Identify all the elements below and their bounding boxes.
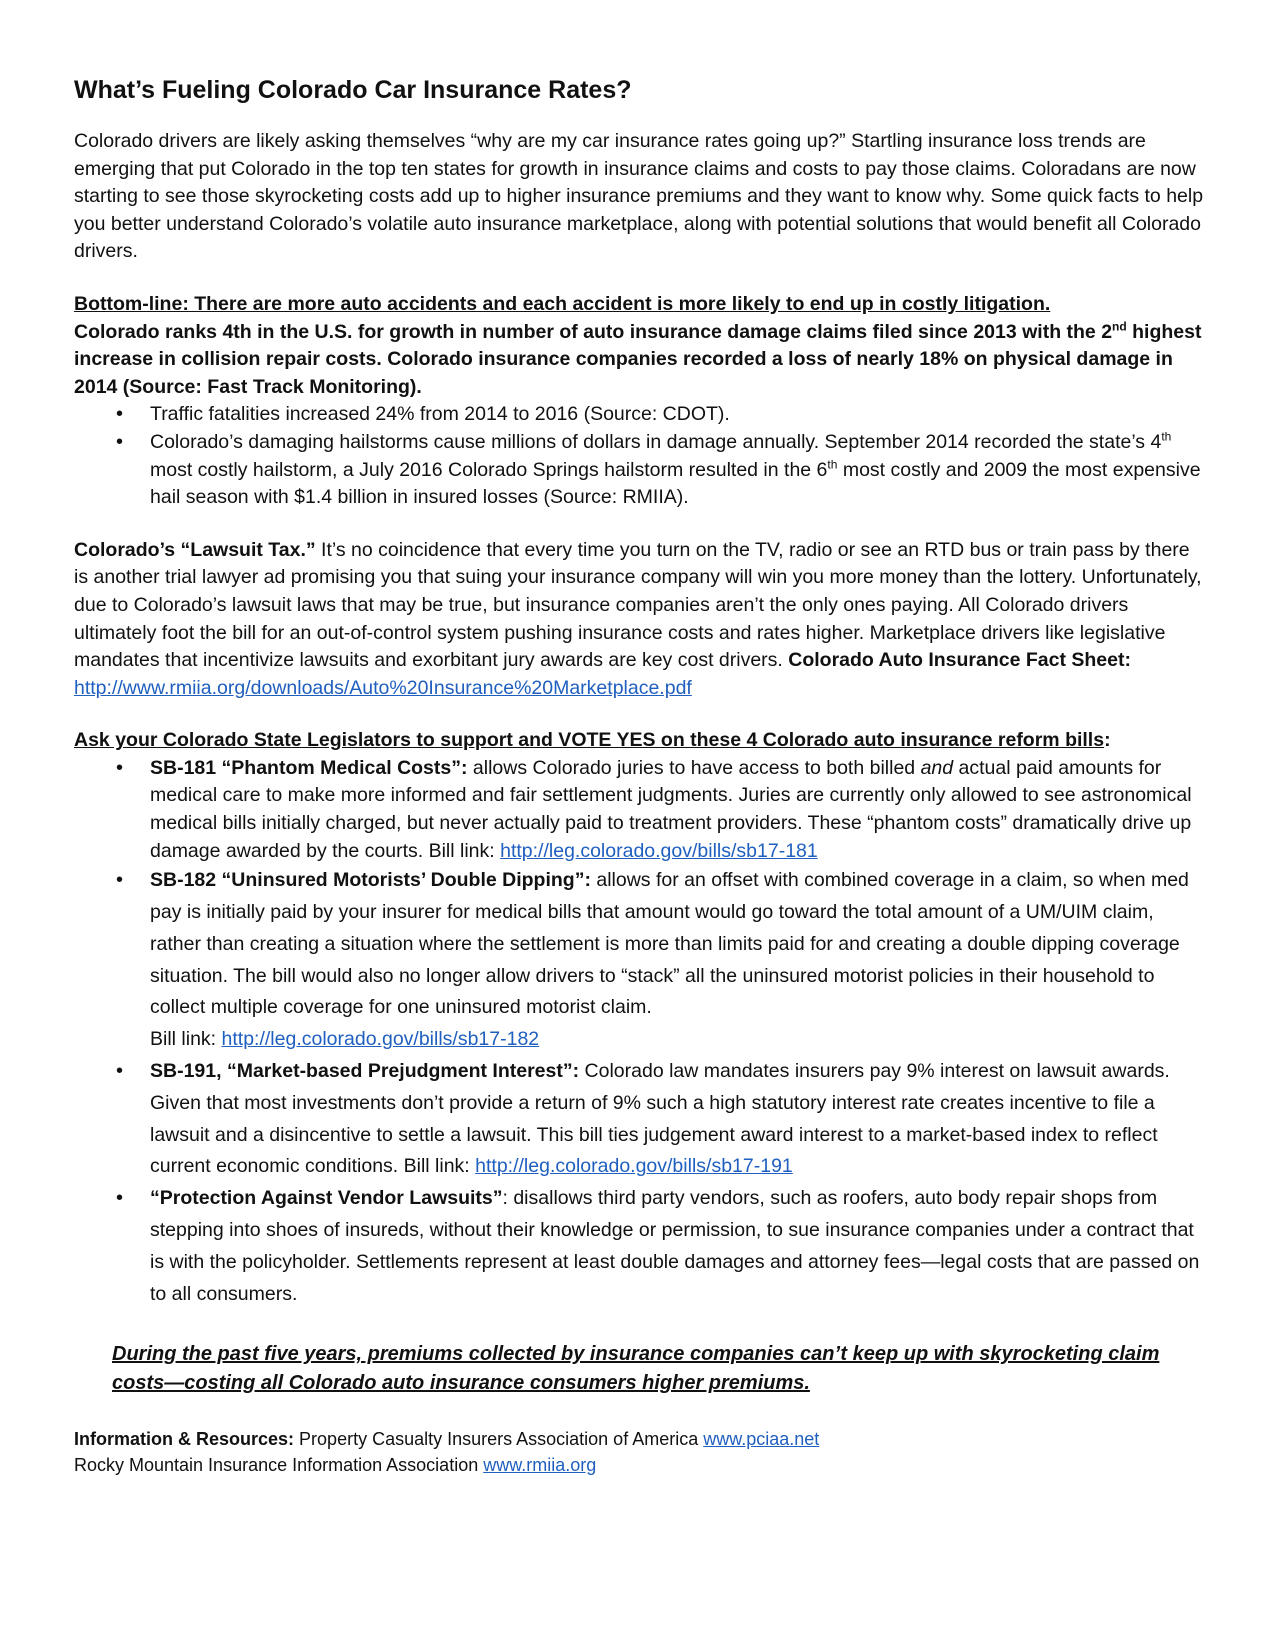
fact-sheet-label: Colorado Auto Insurance Fact Sheet: <box>788 649 1131 672</box>
bullet-icon: • <box>116 869 124 892</box>
bill-title: SB-181 “Phantom Medical Costs”: <box>150 756 468 779</box>
bill-title: SB-182 “Uninsured Motorists’ Double Dipping”: <box>150 869 591 892</box>
bills-list-continued <box>74 865 1204 1310</box>
bullet-icon: • <box>116 403 124 426</box>
ordinal-sup: th <box>1161 429 1172 444</box>
bill-text: allows Colorado juries to have access to both billed <box>467 756 921 779</box>
bill-text: allows for an offset with combined coverage in a claim, so when med pay is initially paid by your insurer for medical bills that amount would go toward the total amount of a UM/UIM claim, rather than creating a situation where the settlement is more than limits paid for and creating a double dipping coverage situation. The bill would also no longer allow drivers to “stack” all the uninsured motorist policies in their household to collect multiple coverage for one uninsured motorist claim. <box>150 869 1189 1019</box>
facts-list <box>74 401 1204 511</box>
bills-heading-text: Ask your Colorado State Legislators to support and VOTE YES on these 4 Colorado auto insurance reform bills <box>74 729 1105 752</box>
resource-org: Rocky Mountain Insurance Information Association <box>74 1455 484 1476</box>
bill-text: : disallows third party vendors, such as roofers, auto body repair shops from stepping into shoes of insureds, without their knowledge or permission, to sue insurance companies under a contract that is with the policyholder. Settlements represent at least double damages and attorney fees—legal costs that are passed on to all consumers. <box>150 1187 1200 1305</box>
list-item <box>74 755 1204 865</box>
lawsuit-paragraph <box>74 537 1204 703</box>
fact-text: Colorado’s damaging hailstorms cause millions of dollars in damage annually. September 2014 recorded the state’s 4 <box>150 430 1162 453</box>
list-item <box>74 401 1204 429</box>
lawsuit-text: It’s no coincidence that every time you turn on the TV, radio or see an RTD bus or train pass by there is another trial lawyer ad promising you that suing your insurance company will win you more money than the lottery. Unfortunately, due to Colorado’s lawsuit laws that may be true, but insurance companies aren’t the only ones paying. All Colorado drivers ultimately foot the bill for an out-of-control system pushing insurance costs and rates higher. Marketplace drivers like legislative mandates that incentivize lawsuits and exorbitant jury awards are key cost drivers. <box>74 538 1202 672</box>
bills-heading <box>74 727 1204 755</box>
list-item <box>74 1183 1204 1310</box>
ordinal-sup: nd <box>1112 319 1127 334</box>
intro-paragraph: Colorado drivers are likely asking themselves “why are my car insurance rates going up?” Startling insurance loss trends are emerging that put Colorado in the top ten states for growth in insurance claims and costs to pay those claims. Coloradans are now starting to see those skyrocketing costs add up to higher insurance premiums and they want to know why. Some quick facts to help you better understand Colorado’s volatile auto insurance marketplace, along with potential solutions that would benefit all Colorado drivers. <box>74 130 1204 263</box>
ranking-text: Colorado ranks 4th in the U.S. for growth in number of auto insurance damage claims filed since 2013 with the 2 <box>74 320 1113 343</box>
bill-text: actual paid amounts for medical care to make more informed and fair settlement judgments. Juries are currently only allowed to see astronomical medical bills initially charged, but never actually paid to treatment providers. These “phantom costs” dramatically drive up damage awarded by the courts. Bill link: <box>150 756 1192 862</box>
bill-title: SB-191, “Market-based Prejudgment Interest”: <box>150 1060 580 1083</box>
resources-line <box>74 1426 1204 1452</box>
bill-emphasis: and <box>920 756 954 779</box>
fact-text: most costly hailstorm, a July 2016 Colorado Springs hailstorm resulted in the 6 <box>150 458 828 481</box>
bills-list <box>74 755 1204 865</box>
list-item <box>74 865 1204 1056</box>
bottom-line-heading-text: Bottom-line: There are more auto accidents and each accident is more likely to end up in costly litigation. <box>74 292 1051 315</box>
ordinal-sup: th <box>827 457 838 472</box>
bill-link[interactable]: http://leg.colorado.gov/bills/sb17-182 <box>221 1028 540 1051</box>
ranking-text-continued: highest increase in collision repair costs. Colorado insurance companies recorded a loss of nearly 18% on physical damage in 2014 (Source: Fast Track Monitoring). <box>74 320 1202 398</box>
bill-link[interactable]: http://leg.colorado.gov/bills/sb17-191 <box>475 1155 793 1178</box>
resource-org: Property Casualty Insurers Association of America <box>294 1429 704 1450</box>
fact-sheet-link[interactable]: http://www.rmiia.org/downloads/Auto%20Insurance%20Marketplace.pdf <box>74 676 692 699</box>
resource-link[interactable]: www.pciaa.net <box>703 1429 820 1450</box>
bullet-icon: • <box>116 756 124 779</box>
bills-heading-colon: : <box>1104 729 1111 752</box>
fact-text: most costly and 2009 the most expensive hail season with $1.4 billion in insured losses (Source: RMIIA). <box>150 458 1201 509</box>
bullet-icon: • <box>116 1187 124 1210</box>
list-item <box>74 1056 1204 1183</box>
resource-link[interactable]: www.rmiia.org <box>483 1455 597 1476</box>
bill-title: “Protection Against Vendor Lawsuits” <box>150 1187 503 1210</box>
bottom-line-paragraph <box>74 319 1204 402</box>
bill-link[interactable]: http://leg.colorado.gov/bills/sb17-181 <box>500 839 818 862</box>
lawsuit-lead: Colorado’s “Lawsuit Tax.” <box>74 538 316 561</box>
page-title: What’s Fueling Colorado Car Insurance Rates? <box>74 76 632 104</box>
closing-statement: During the past five years, premiums collected by insurance companies can’t keep up with skyrocketing claim costs—costing all Colorado auto insurance consumers higher premiums. <box>112 1343 1160 1395</box>
bullet-icon: • <box>116 1060 124 1083</box>
list-item <box>74 429 1204 512</box>
resources-line <box>74 1452 1204 1478</box>
bill-text: Colorado law mandates insurers pay 9% interest on lawsuit awards. Given that most investments don’t provide a return of 9% such a high statutory interest rate creates incentive to file a lawsuit and a disincentive to settle a lawsuit. This bill ties judgement award interest to a market-based index to reflect current economic conditions. Bill link: <box>150 1060 1170 1178</box>
bullet-icon: • <box>116 430 124 453</box>
resources-label: Information & Resources: <box>74 1429 295 1450</box>
bottom-line-heading <box>74 291 1204 319</box>
document-page <box>74 74 1204 1478</box>
bill-link-label: Bill link: <box>150 1028 222 1051</box>
fact-text: Traffic fatalities increased 24% from 2014 to 2016 (Source: CDOT). <box>150 403 730 426</box>
